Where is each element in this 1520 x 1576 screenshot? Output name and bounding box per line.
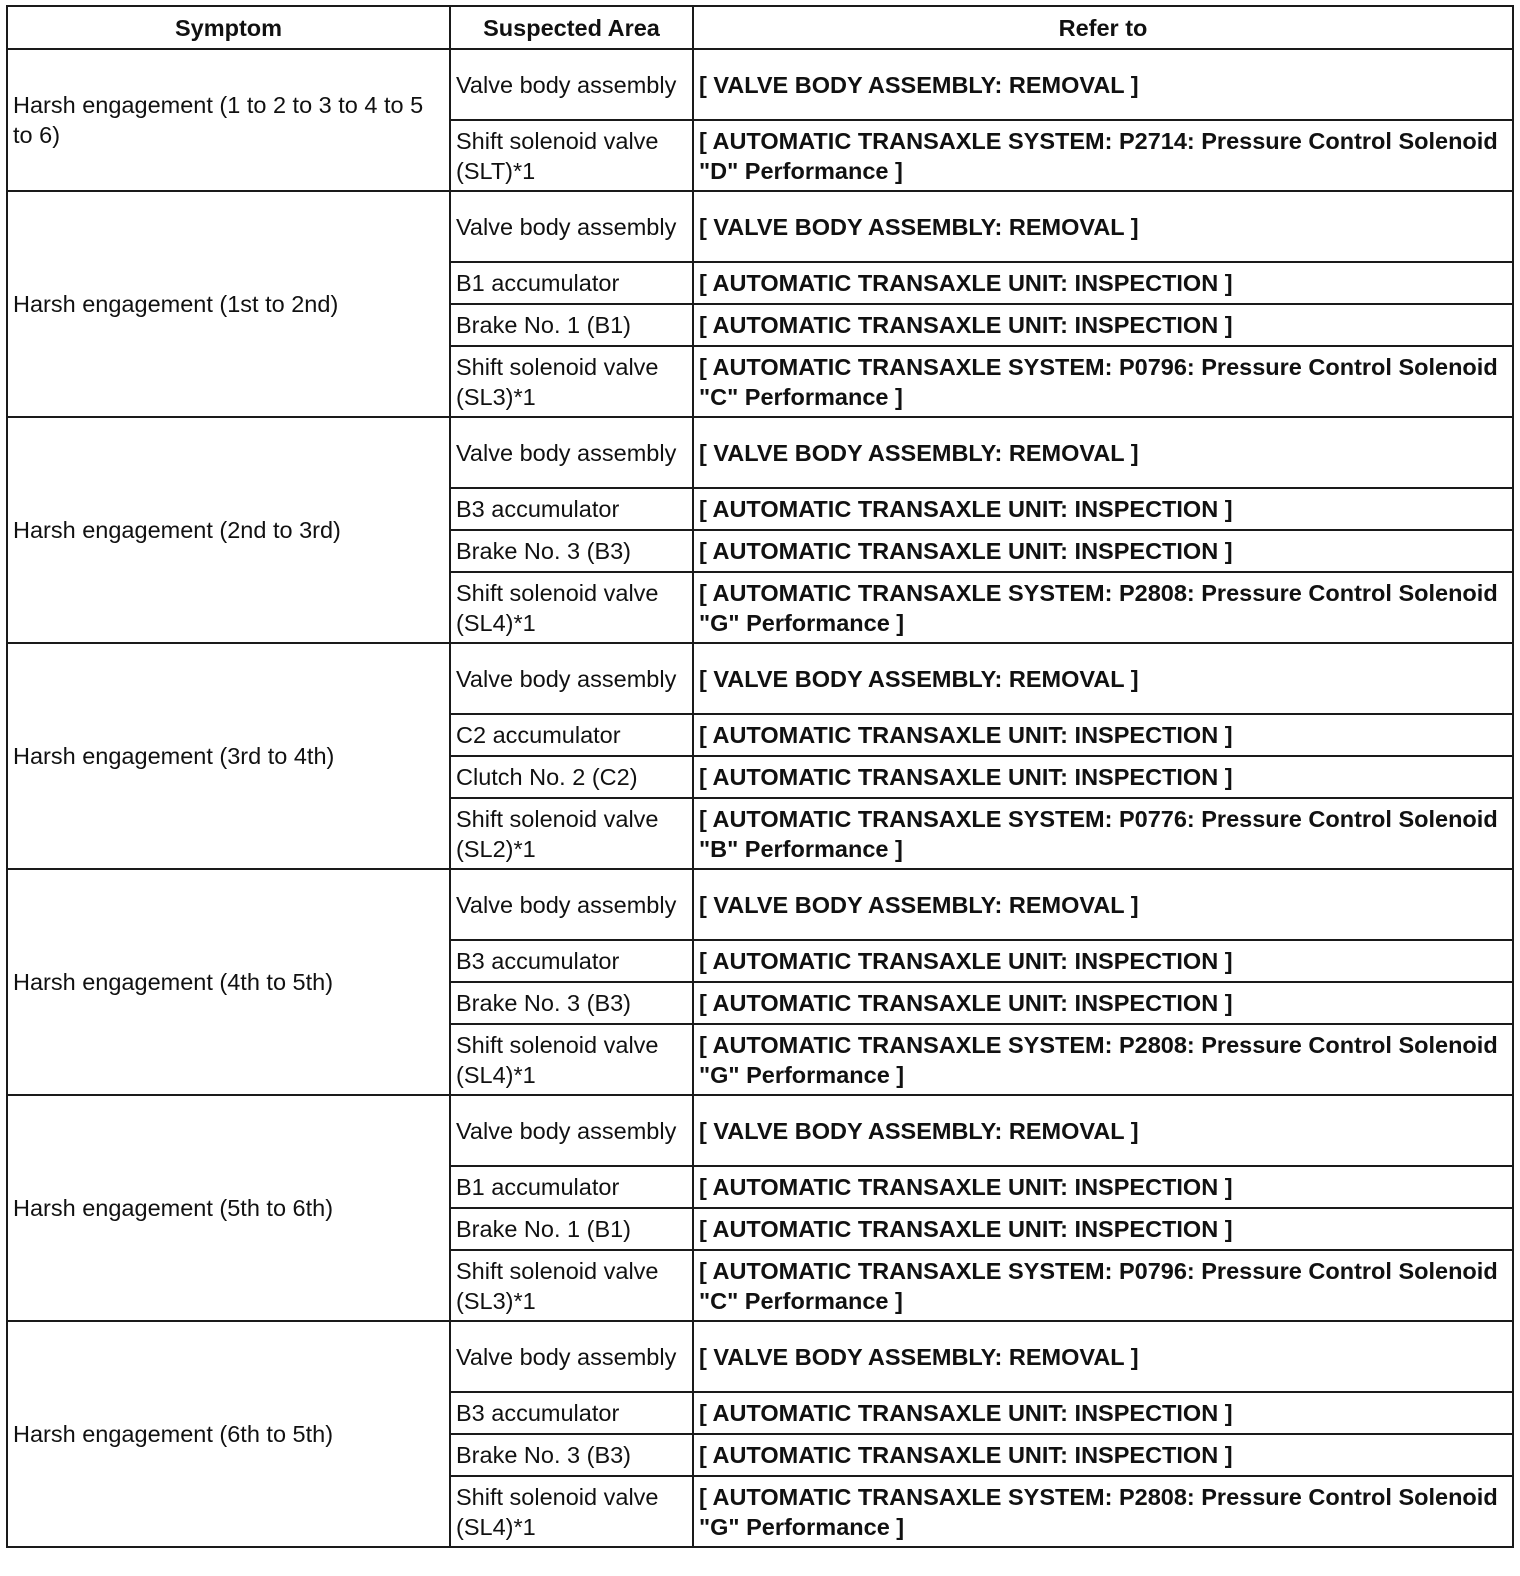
table-row [7, 643, 1513, 714]
refer-to-link[interactable]: [ AUTOMATIC TRANSAXLE UNIT: INSPECTION ] [693, 530, 1513, 572]
suspected-area-cell: Brake No. 3 (B3) [450, 982, 693, 1024]
table-row [7, 869, 1513, 940]
suspected-area-cell: Shift solenoid valve (SL2)*1 [450, 798, 693, 869]
table-row [7, 49, 1513, 120]
refer-to-link[interactable]: [ AUTOMATIC TRANSAXLE UNIT: INSPECTION ] [693, 756, 1513, 798]
symptom-cell: Harsh engagement (1 to 2 to 3 to 4 to 5 to 6) [7, 49, 450, 191]
suspected-area-cell: Valve body assembly [450, 869, 693, 940]
table-row [7, 417, 1513, 488]
header-symptom: Symptom [7, 6, 450, 49]
symptom-cell: Harsh engagement (1st to 2nd) [7, 191, 450, 417]
refer-to-link[interactable]: [ AUTOMATIC TRANSAXLE UNIT: INSPECTION ] [693, 1208, 1513, 1250]
refer-to-link[interactable]: [ AUTOMATIC TRANSAXLE UNIT: INSPECTION ] [693, 304, 1513, 346]
symptom-cell: Harsh engagement (5th to 6th) [7, 1095, 450, 1321]
table-container [6, 5, 1514, 1548]
refer-to-link[interactable]: [ AUTOMATIC TRANSAXLE UNIT: INSPECTION ] [693, 714, 1513, 756]
suspected-area-cell: B1 accumulator [450, 262, 693, 304]
table-body [7, 49, 1513, 1547]
suspected-area-cell: Brake No. 1 (B1) [450, 304, 693, 346]
refer-to-link[interactable]: [ AUTOMATIC TRANSAXLE UNIT: INSPECTION ] [693, 1392, 1513, 1434]
diagnosis-table [6, 5, 1514, 1548]
suspected-area-cell: Shift solenoid valve (SL4)*1 [450, 1476, 693, 1547]
suspected-area-cell: Shift solenoid valve (SLT)*1 [450, 120, 693, 191]
suspected-area-cell: B3 accumulator [450, 488, 693, 530]
suspected-area-cell: B3 accumulator [450, 1392, 693, 1434]
refer-to-link[interactable]: [ AUTOMATIC TRANSAXLE UNIT: INSPECTION ] [693, 1166, 1513, 1208]
refer-to-link[interactable]: [ AUTOMATIC TRANSAXLE UNIT: INSPECTION ] [693, 982, 1513, 1024]
table-row [7, 191, 1513, 262]
refer-to-link[interactable]: [ AUTOMATIC TRANSAXLE UNIT: INSPECTION ] [693, 940, 1513, 982]
suspected-area-cell: Shift solenoid valve (SL3)*1 [450, 346, 693, 417]
suspected-area-cell: Shift solenoid valve (SL4)*1 [450, 572, 693, 643]
table-row [7, 1321, 1513, 1392]
symptom-cell: Harsh engagement (4th to 5th) [7, 869, 450, 1095]
suspected-area-cell: Valve body assembly [450, 191, 693, 262]
suspected-area-cell: Brake No. 3 (B3) [450, 1434, 693, 1476]
suspected-area-cell: Valve body assembly [450, 643, 693, 714]
refer-to-link[interactable]: [ VALVE BODY ASSEMBLY: REMOVAL ] [693, 869, 1513, 940]
suspected-area-cell: B3 accumulator [450, 940, 693, 982]
refer-to-link[interactable]: [ VALVE BODY ASSEMBLY: REMOVAL ] [693, 191, 1513, 262]
refer-to-link[interactable]: [ AUTOMATIC TRANSAXLE UNIT: INSPECTION ] [693, 1434, 1513, 1476]
refer-to-link[interactable]: [ AUTOMATIC TRANSAXLE SYSTEM: P2808: Pressure Control Solenoid "G" Performance ] [693, 572, 1513, 643]
refer-to-link[interactable]: [ VALVE BODY ASSEMBLY: REMOVAL ] [693, 417, 1513, 488]
suspected-area-cell: Valve body assembly [450, 49, 693, 120]
suspected-area-cell: Valve body assembly [450, 1321, 693, 1392]
refer-to-link[interactable]: [ AUTOMATIC TRANSAXLE SYSTEM: P0776: Pressure Control Solenoid "B" Performance ] [693, 798, 1513, 869]
refer-to-link[interactable]: [ AUTOMATIC TRANSAXLE SYSTEM: P2808: Pressure Control Solenoid "G" Performance ] [693, 1024, 1513, 1095]
suspected-area-cell: Shift solenoid valve (SL3)*1 [450, 1250, 693, 1321]
suspected-area-cell: Brake No. 3 (B3) [450, 530, 693, 572]
suspected-area-cell: C2 accumulator [450, 714, 693, 756]
suspected-area-cell: Valve body assembly [450, 1095, 693, 1166]
refer-to-link[interactable]: [ AUTOMATIC TRANSAXLE UNIT: INSPECTION ] [693, 488, 1513, 530]
refer-to-link[interactable]: [ AUTOMATIC TRANSAXLE SYSTEM: P2808: Pressure Control Solenoid "G" Performance ] [693, 1476, 1513, 1547]
table-row [7, 1095, 1513, 1166]
suspected-area-cell: B1 accumulator [450, 1166, 693, 1208]
suspected-area-cell: Valve body assembly [450, 417, 693, 488]
refer-to-link[interactable]: [ VALVE BODY ASSEMBLY: REMOVAL ] [693, 49, 1513, 120]
header-row [7, 6, 1513, 49]
refer-to-link[interactable]: [ AUTOMATIC TRANSAXLE SYSTEM: P0796: Pressure Control Solenoid "C" Performance ] [693, 346, 1513, 417]
refer-to-link[interactable]: [ AUTOMATIC TRANSAXLE UNIT: INSPECTION ] [693, 262, 1513, 304]
symptom-cell: Harsh engagement (3rd to 4th) [7, 643, 450, 869]
symptom-cell: Harsh engagement (6th to 5th) [7, 1321, 450, 1547]
header-refer-to: Refer to [693, 6, 1513, 49]
refer-to-link[interactable]: [ VALVE BODY ASSEMBLY: REMOVAL ] [693, 1321, 1513, 1392]
suspected-area-cell: Brake No. 1 (B1) [450, 1208, 693, 1250]
suspected-area-cell: Clutch No. 2 (C2) [450, 756, 693, 798]
refer-to-link[interactable]: [ VALVE BODY ASSEMBLY: REMOVAL ] [693, 1095, 1513, 1166]
header-suspected-area: Suspected Area [450, 6, 693, 49]
refer-to-link[interactable]: [ AUTOMATIC TRANSAXLE SYSTEM: P0796: Pressure Control Solenoid "C" Performance ] [693, 1250, 1513, 1321]
refer-to-link[interactable]: [ AUTOMATIC TRANSAXLE SYSTEM: P2714: Pressure Control Solenoid "D" Performance ] [693, 120, 1513, 191]
symptom-cell: Harsh engagement (2nd to 3rd) [7, 417, 450, 643]
suspected-area-cell: Shift solenoid valve (SL4)*1 [450, 1024, 693, 1095]
refer-to-link[interactable]: [ VALVE BODY ASSEMBLY: REMOVAL ] [693, 643, 1513, 714]
